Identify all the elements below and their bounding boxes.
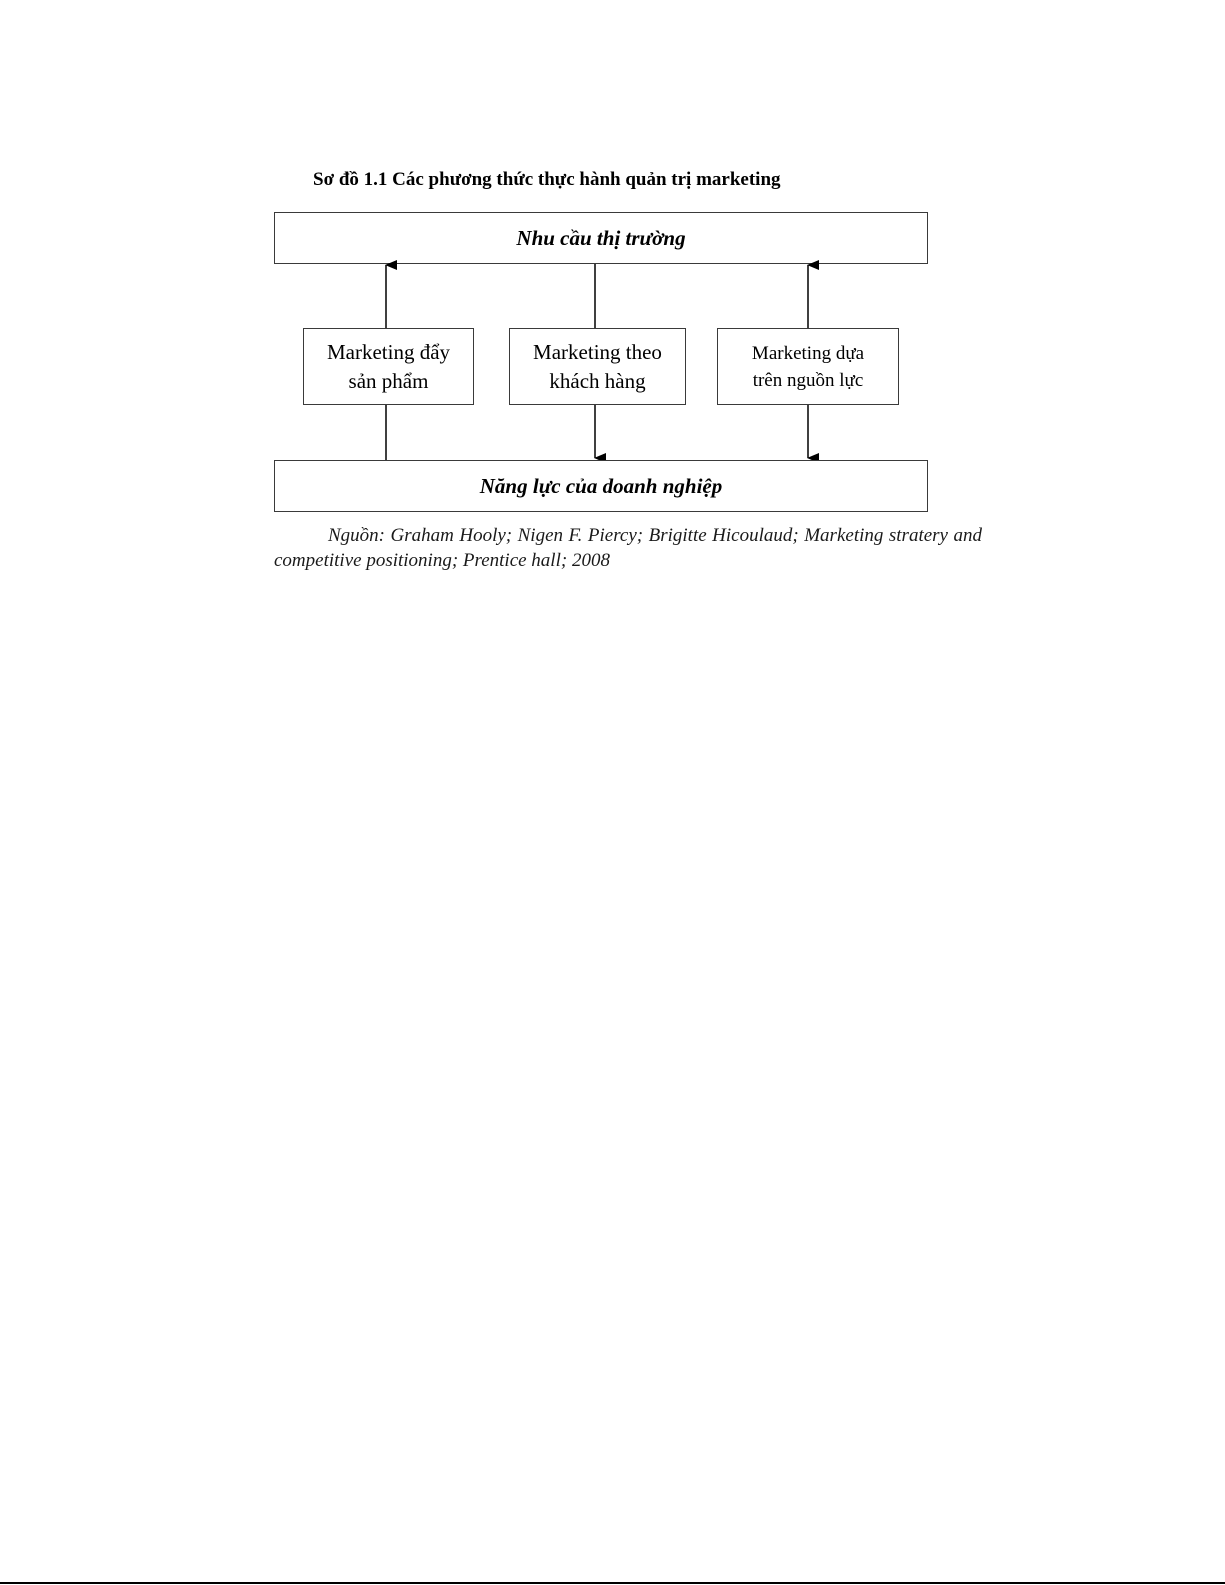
customer-led-label-line2: khách hàng: [549, 368, 646, 393]
source-citation: [274, 523, 982, 573]
market-demand-label: Nhu cầu thị trường: [516, 225, 686, 250]
figure-title: Sơ đồ 1.1 Các phương thức thực hành quản trị marketing: [313, 169, 781, 190]
enterprise-capability-box: [274, 460, 928, 512]
product-push-label-line1: Marketing đẩy: [326, 339, 451, 364]
resource-based-label-line2: trên nguồn lực: [752, 369, 864, 391]
source-text: Nguồn: Graham Hooly; Nigen F. Piercy; Brigitte Hicoulaud; Marketing stratery and competitive positioning; Prentice hall; 2008: [274, 525, 982, 571]
enterprise-capability-label: Năng lực của doanh nghiệp: [479, 473, 723, 498]
product-push-label-line2: sản phẩm: [348, 368, 429, 393]
customer-led-label-line1: Marketing theo: [533, 339, 662, 364]
resource-based-label-line1: Marketing dựa: [751, 342, 865, 364]
page-bottom-rule: [0, 1582, 1225, 1584]
